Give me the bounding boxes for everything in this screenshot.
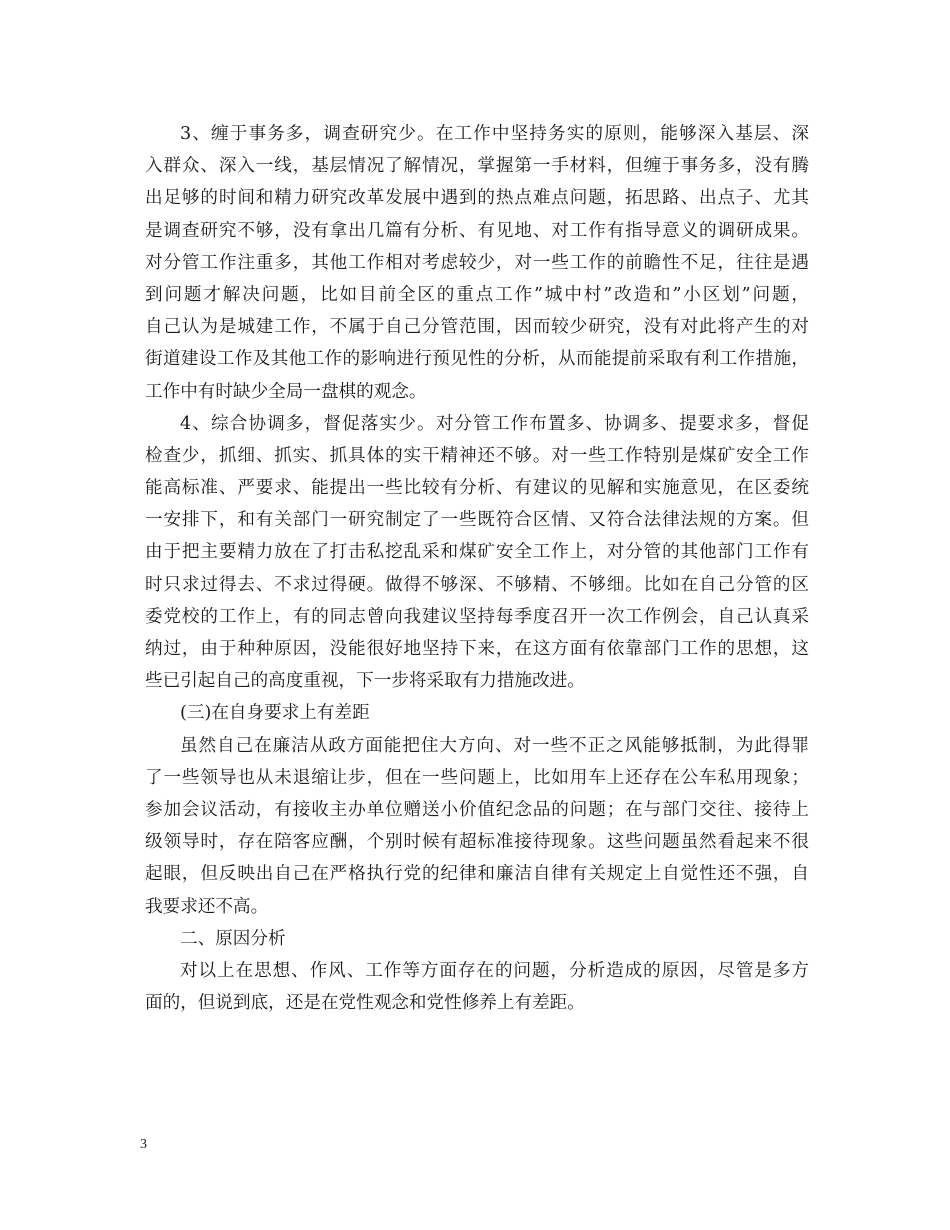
text-line: 是调查研究不够，没有拿出几篇有分析、有见地、对工作有指导意义的调研成果。 [145, 220, 809, 241]
text-line: 对以上在思想、作风、工作等方面存在的问题，分析造成的原因，尽管是多方 [180, 960, 809, 981]
text-line: 虽然自己在廉洁从政方面能把住大方向、对一些不正之风能够抵制，为此得罪 [180, 735, 809, 756]
text-line: 3、缠于事务多，调查研究少。在工作中坚持务实的原则，能够深入基层、深 [180, 124, 809, 144]
text-line: 入群众、深入一线，基层情况了解情况，掌握第一手材料，但缠于事务多，没有腾 [145, 156, 809, 177]
text-line: 到问题才解决问题，比如目前全区的重点工作”城中村”改造和”小区划”问题， [145, 284, 809, 305]
text-line: 对分管工作注重多，其他工作相对考虑较少，对一些工作的前瞻性不足，往往是遇 [145, 252, 809, 273]
text-line: 参加会议活动，有接收主办单位赠送小价值纪念品的问题；在与部门交往、接待上 [145, 799, 809, 820]
text-line: 我要求还不高。 [145, 896, 269, 917]
text-line: 街道建设工作及其他工作的影响进行预见性的分析，从而能提前采取有利工作措施， [145, 349, 809, 370]
text-line: 一安排下，和有关部门一研究制定了一些既符合区情、又符合法律法规的方案。但 [145, 510, 809, 531]
document-body [145, 118, 809, 1019]
text-line: 纳过，由于种种原因，没能很好地坚持下来，在这方面有依靠部门工作的思想，这 [145, 639, 809, 659]
page-number: 3 [140, 1137, 147, 1152]
text-line: 检查少，抓细、抓实、抓具体的实干精神还不够。对一些工作特别是煤矿安全工作 [145, 445, 809, 466]
text-line: 时只求过得去、不求过得硬。做得不够深、不够精、不够细。比如在自己分管的区 [145, 574, 809, 595]
text-line: 由于把主要精力放在了打击私挖乱采和煤矿安全工作上，对分管的其他部门工作有 [145, 542, 809, 563]
text-line: 二、原因分析 [180, 928, 286, 949]
text-line: 出足够的时间和精力研究改革发展中遇到的热点难点问题，拓思路、出点子、尤其 [145, 188, 809, 209]
text-line: 面的，但说到底，还是在党性观念和党性修养上有差距。 [145, 993, 585, 1014]
text-line: (三)在自身要求上有差距 [180, 703, 370, 724]
text-line: 些已引起自己的高度重视，下一步将采取有力措施改进。 [145, 671, 585, 692]
text-line: 能高标准、严要求、能提出一些比较有分析、有建议的见解和实施意见，在区委统 [145, 478, 809, 499]
text-line: 了一些领导也从未退缩让步，但在一些问题上，比如用车上还存在公车私用现象； [145, 767, 809, 788]
text-line: 自己认为是城建工作，不属于自己分管范围，因而较少研究，没有对此将产生的对 [145, 317, 809, 338]
text-line: 4、综合协调多，督促落实少。对分管工作布置多、协调多、提要求多，督促 [180, 413, 809, 434]
text-line: 工作中有时缺少全局一盘棋的观念。 [145, 381, 427, 402]
text-line: 起眼，但反映出自己在严格执行党的纪律和廉洁自律有关规定上自觉性还不强，自 [145, 864, 809, 885]
text-line: 委党校的工作上，有的同志曾向我建议坚持每季度召开一次工作例会，自己认真采 [145, 606, 809, 627]
text-line: 级领导时，存在陪客应酬，个别时候有超标准接待现象。这些问题虽然看起来不很 [145, 832, 809, 853]
